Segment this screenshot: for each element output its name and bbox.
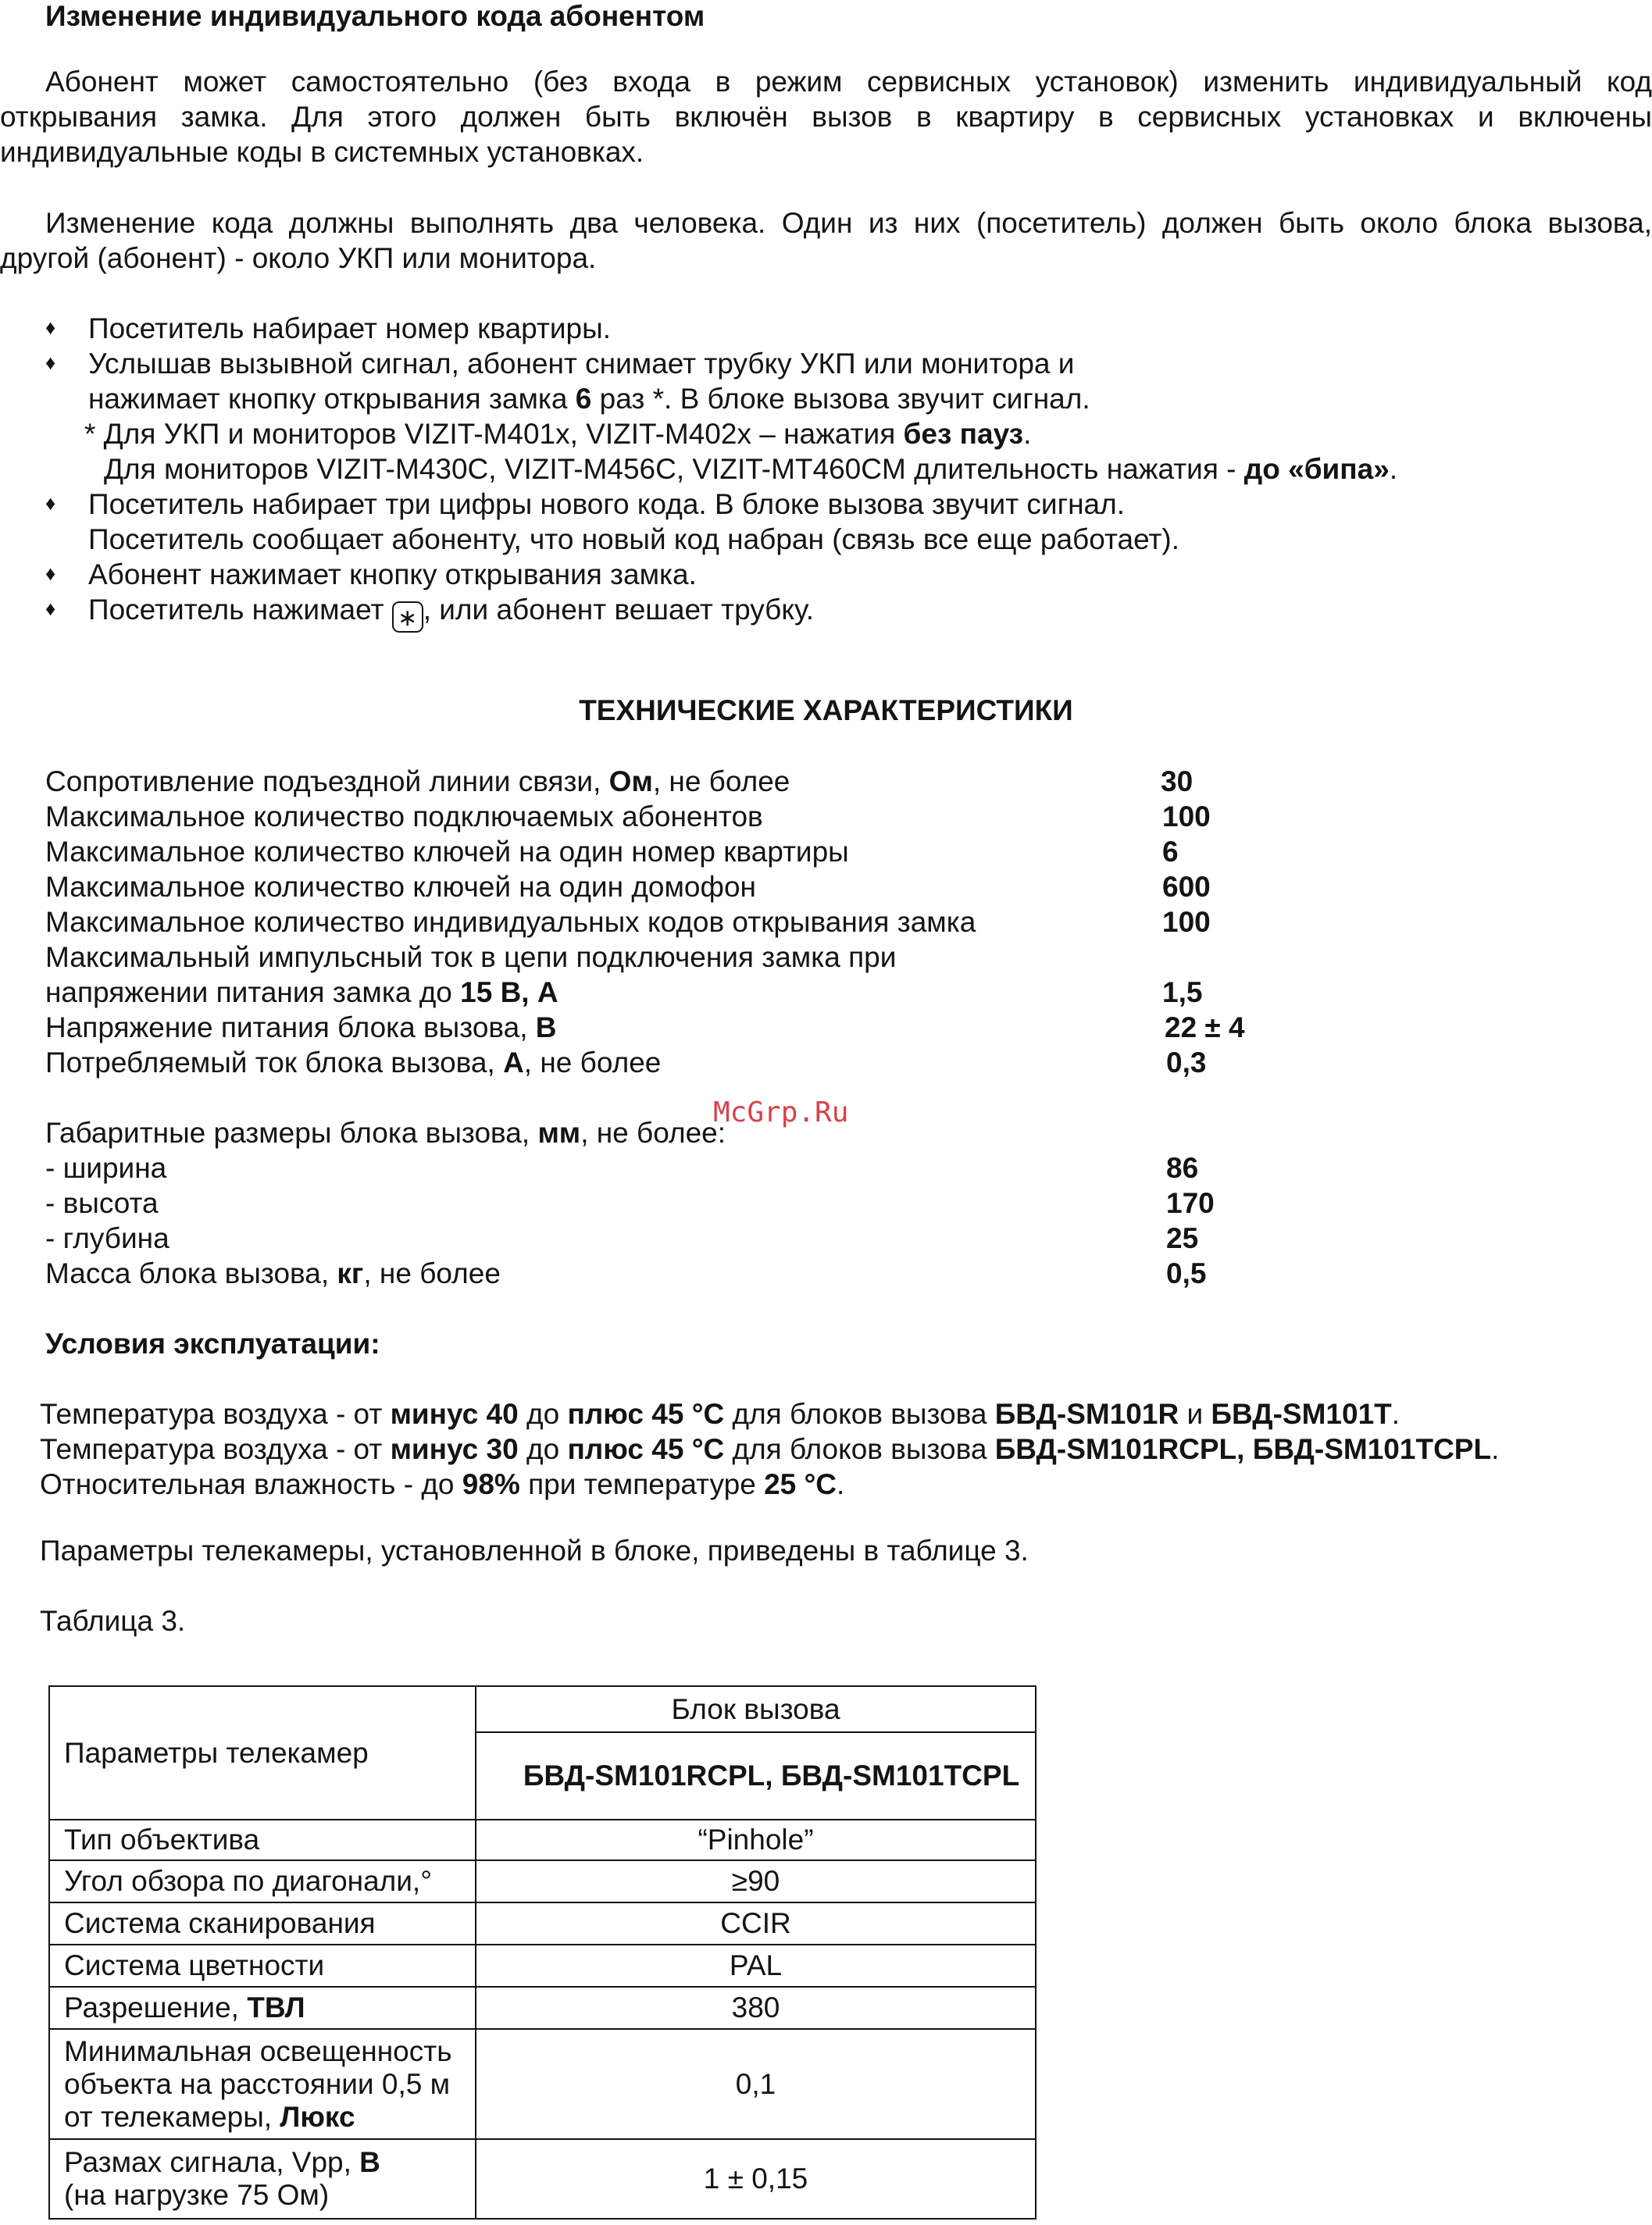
param-value: 0,1	[476, 2029, 1036, 2139]
paragraph-line: Изменение кода должны выполнять два человека. Один из них (посетитель) должен быть около блока вызова,	[45, 207, 1652, 239]
step-text: Посетитель набирает номер квартиры.	[88, 312, 611, 344]
step-text: Посетитель нажимает ∗ , или абонент вешает трубку.	[88, 594, 815, 631]
spec-label: Максимальное количество ключей на один номер квартиры	[45, 836, 849, 868]
paragraph-line: Абонент может самостоятельно (без входа в режим сервисных установок) изменить индивидуальный код	[45, 66, 1652, 98]
bullet-icon: ♦	[45, 491, 56, 515]
camera-params-table	[48, 1685, 1037, 2220]
bullet-icon: ♦	[45, 597, 56, 620]
bullet-icon: ♦	[45, 562, 56, 585]
param-value: 380	[476, 1987, 1036, 2029]
param-value: PAL	[476, 1945, 1036, 1987]
condition-line: Температура воздуха - от минус 30 до плюс 45 °С для блоков вызова БВД-SM101RCPL, БВД-SM101TCPL.	[40, 1433, 1500, 1465]
table-row	[49, 1820, 1036, 1860]
step-text: нажимает кнопку открывания замка 6 раз *. В блоке вызова звучит сигнал.	[88, 383, 1090, 415]
bullet-icon: ♦	[45, 351, 56, 374]
spec-label: Напряжение питания блока вызова, В	[45, 1011, 557, 1043]
step-text: Посетитель набирает три цифры нового кода. В блоке вызова звучит сигнал.	[88, 488, 1125, 520]
param-name: Система сканирования	[49, 1902, 476, 1945]
table-row	[49, 2029, 1036, 2139]
param-name: Система цветности	[49, 1945, 476, 1987]
paragraph-line: открывания замка. Для этого должен быть включён вызов в квартиру в сервисных установках и включены	[0, 101, 1652, 133]
asterisk-key-icon: ∗	[392, 601, 423, 633]
table-row	[49, 1902, 1036, 1945]
section-heading: Изменение индивидуального кода абонентом	[45, 0, 705, 32]
spec-label: Сопротивление подъездной линии связи, Ом, не более	[45, 765, 790, 797]
spec-label: Масса блока вызова, кг, не более	[45, 1257, 501, 1289]
block-header: Блок вызова	[476, 1686, 1036, 1732]
step-note: * Для УКП и мониторов VIZIT-M401x, VIZIT-M402x – нажатия без пауз.	[84, 418, 1032, 450]
spec-label: Габаритные размеры блока вызова, мм, не более:	[45, 1117, 726, 1149]
spec-title: ТЕХНИЧЕСКИЕ ХАРАКТЕРИСТИКИ	[579, 694, 1073, 726]
spec-value: 0,5	[1166, 1257, 1207, 1289]
spec-label: Максимальное количество индивидуальных кодов открывания замка	[45, 906, 976, 938]
spec-value: 170	[1166, 1187, 1215, 1219]
spec-value: 30	[1161, 765, 1194, 797]
spec-label: Максимальное количество подключаемых абонентов	[45, 801, 763, 833]
spec-value: 86	[1166, 1152, 1199, 1184]
param-value: ≥90	[476, 1860, 1036, 1902]
paragraph-line: другой (абонент) - около УКП или монитора.	[0, 242, 597, 274]
spec-value: 22 ± 4	[1165, 1011, 1245, 1043]
spec-label: Потребляемый ток блока вызова, А, не более	[45, 1047, 662, 1079]
spec-label: напряжении питания замка до 15 В, А	[45, 976, 558, 1008]
spec-value: 6	[1162, 836, 1179, 868]
param-name: Угол обзора по диагонали,°	[49, 1860, 476, 1902]
table-row	[49, 1860, 1036, 1902]
table-row	[49, 2139, 1036, 2219]
step-note: Для мониторов VIZIT-M430C, VIZIT-M456C, VIZIT-MT460CM длительность нажатия - до «бипа».	[104, 453, 1398, 485]
model-header: БВД-SM101RCPL, БВД-SM101TCPL	[476, 1732, 1036, 1820]
spec-label: - ширина	[45, 1152, 167, 1184]
spec-label: Максимальный импульсный ток в цепи подключения замка при	[45, 941, 897, 973]
spec-value: 0,3	[1166, 1047, 1207, 1079]
spec-label: - высота	[45, 1187, 159, 1219]
param-value: 1 ± 0,15	[476, 2139, 1036, 2219]
param-name: Тип объектива	[49, 1820, 476, 1860]
camera-note: Параметры телекамеры, установленной в блоке, приведены в таблице 3.	[40, 1535, 1029, 1567]
step-text: Услышав вызывной сигнал, абонент снимает трубку УКП или монитора и	[88, 348, 1075, 380]
param-value: CCIR	[476, 1902, 1036, 1945]
param-name: Минимальная освещенность объекта на расстоянии 0,5 м от телекамеры, Люкс	[49, 2029, 476, 2139]
table-row	[49, 1987, 1036, 2029]
table-row	[49, 1945, 1036, 1987]
spec-value: 100	[1162, 906, 1211, 938]
paragraph-line: индивидуальные коды в системных установках.	[0, 136, 644, 168]
bullet-icon: ♦	[45, 316, 56, 339]
watermark: McGrp.Ru	[713, 1096, 849, 1129]
conditions-title: Условия эксплуатации:	[45, 1328, 380, 1360]
condition-line: Относительная влажность - до 98% при температуре 25 °С.	[40, 1468, 845, 1500]
spec-value: 25	[1166, 1222, 1199, 1254]
spec-label: - глубина	[45, 1222, 169, 1254]
spec-value: 100	[1162, 801, 1211, 833]
step-text: Посетитель сообщает абоненту, что новый код набран (связь все еще работает).	[88, 523, 1180, 555]
condition-line: Температура воздуха - от минус 40 до плюс 45 °С для блоков вызова БВД-SM101R и БВД-SM101T.	[40, 1398, 1400, 1430]
table-caption: Таблица 3.	[40, 1605, 186, 1637]
spec-value: 600	[1162, 871, 1211, 903]
param-name: Разрешение, ТВЛ	[49, 1987, 476, 2029]
step-text: Абонент нажимает кнопку открывания замка.	[88, 558, 697, 590]
param-name: Размах сигнала, Vpp, В (на нагрузке 75 Ом)	[49, 2139, 476, 2219]
spec-value: 1,5	[1162, 976, 1203, 1008]
param-value: “Pinhole”	[476, 1820, 1036, 1860]
param-header: Параметры телекамер	[49, 1686, 476, 1820]
spec-label: Максимальное количество ключей на один домофон	[45, 871, 756, 903]
table-header-row	[49, 1686, 1036, 1732]
